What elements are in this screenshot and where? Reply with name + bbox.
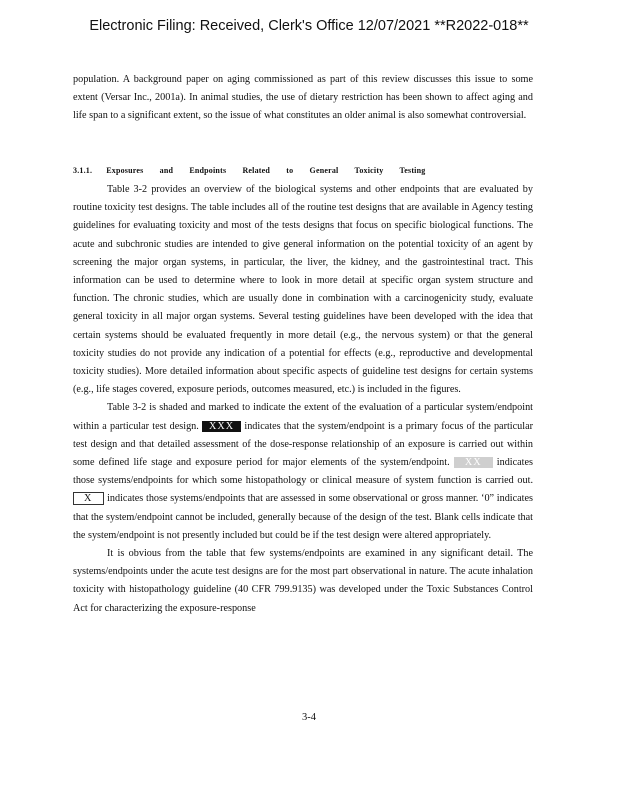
section-body [73,181,533,618]
page-number: 3-4 [302,712,316,723]
legend-text-a: Table 3-2 is shaded and marked to indicate the extent of the evaluation of a particular system/endpoint within a particular test design. [73,402,533,432]
marker-xx-histopathology: XX [454,457,493,468]
filing-header: Electronic Filing: Received, Clerk's Office 12/07/2021 **R2022-018** [89,18,529,34]
marker-x-observational: X [73,492,104,505]
section-title: Exposures and Endpoints Related to General Toxicity Testing [106,166,426,175]
legend-text-b: indicates that the system/endpoint is a primary focus of the particular test design and that detailed assessment of the dose-response relationship of an exposure is carried out within some defined life stage and exposure period for major elements of the system/endpoint. [73,420,533,469]
paragraph-text: population. A background paper on aging commissioned as part of this review discusses this issue to some extent (Versar Inc., 2001a). In animal studies, the use of dietary restriction has been shown to affect aging and life span to a significant extent, so the issue of what constitutes an older animal is also somewhat controversial. [73,74,533,122]
section-heading [73,166,533,175]
marker-xxx-primary: XXX [202,421,241,432]
section-number: 3.1.1. [73,166,93,175]
paragraph-shading-legend [73,399,533,545]
paragraph-overview: Table 3-2 provides an overview of the biological systems and other endpoints that are evaluated by routine toxicity test designs. The table includes all of the routine test designs that are available in Agency testing guidelines for evaluating toxicity and most of the tests designs that focus on specific biological functions. The acute and subchronic studies are intended to give general information on the potential toxicity of an agent by screening the major organ systems, in particular, the liver, the kidney, and the gastrointestinal tract. This information can be used to determine where to look in more detail at specific organ system structure and function. The chronic studies, which are usually done in combination with a carcinogenicity study, evaluate general toxicity in all major organ systems. Several testing guidelines have been developed with the idea that certain systems should be evaluated frequently in more detail (e.g., the nervous system) or that the general toxicity studies do not provide any indication of a potential for effects (e.g., reproductive and developmental toxicity studies). More detailed information about specific aspects of guideline test designs for certain systems (e.g., life stages covered, exposure periods, outcomes measured, etc.) is included in the figures. [73,184,533,396]
paragraph-aging [73,71,533,126]
legend-text-c: indicates those systems/endpoints for which some histopathology or clinical measure of system function is carried out. [73,457,533,487]
legend-text-d: indicates those systems/endpoints that are assessed in some observational or gross manner. ‘0” indicates that the system/endpoint cannot be included, generally because of the design of the test. Blank cells indicate that the system/endpoint is not presently included but could be if the test design were altered appropriately. [73,493,533,541]
paragraph-few-systems: It is obvious from the table that few systems/endpoints are examined in any significant detail. The systems/endpoints under the acute test designs are for the most part observational in nature. The acute inhalation toxicity with histopathology guideline (40 CFR 799.9135) was developed under the Toxic Substances Control Act for characterizing the exposure-response [73,548,533,614]
